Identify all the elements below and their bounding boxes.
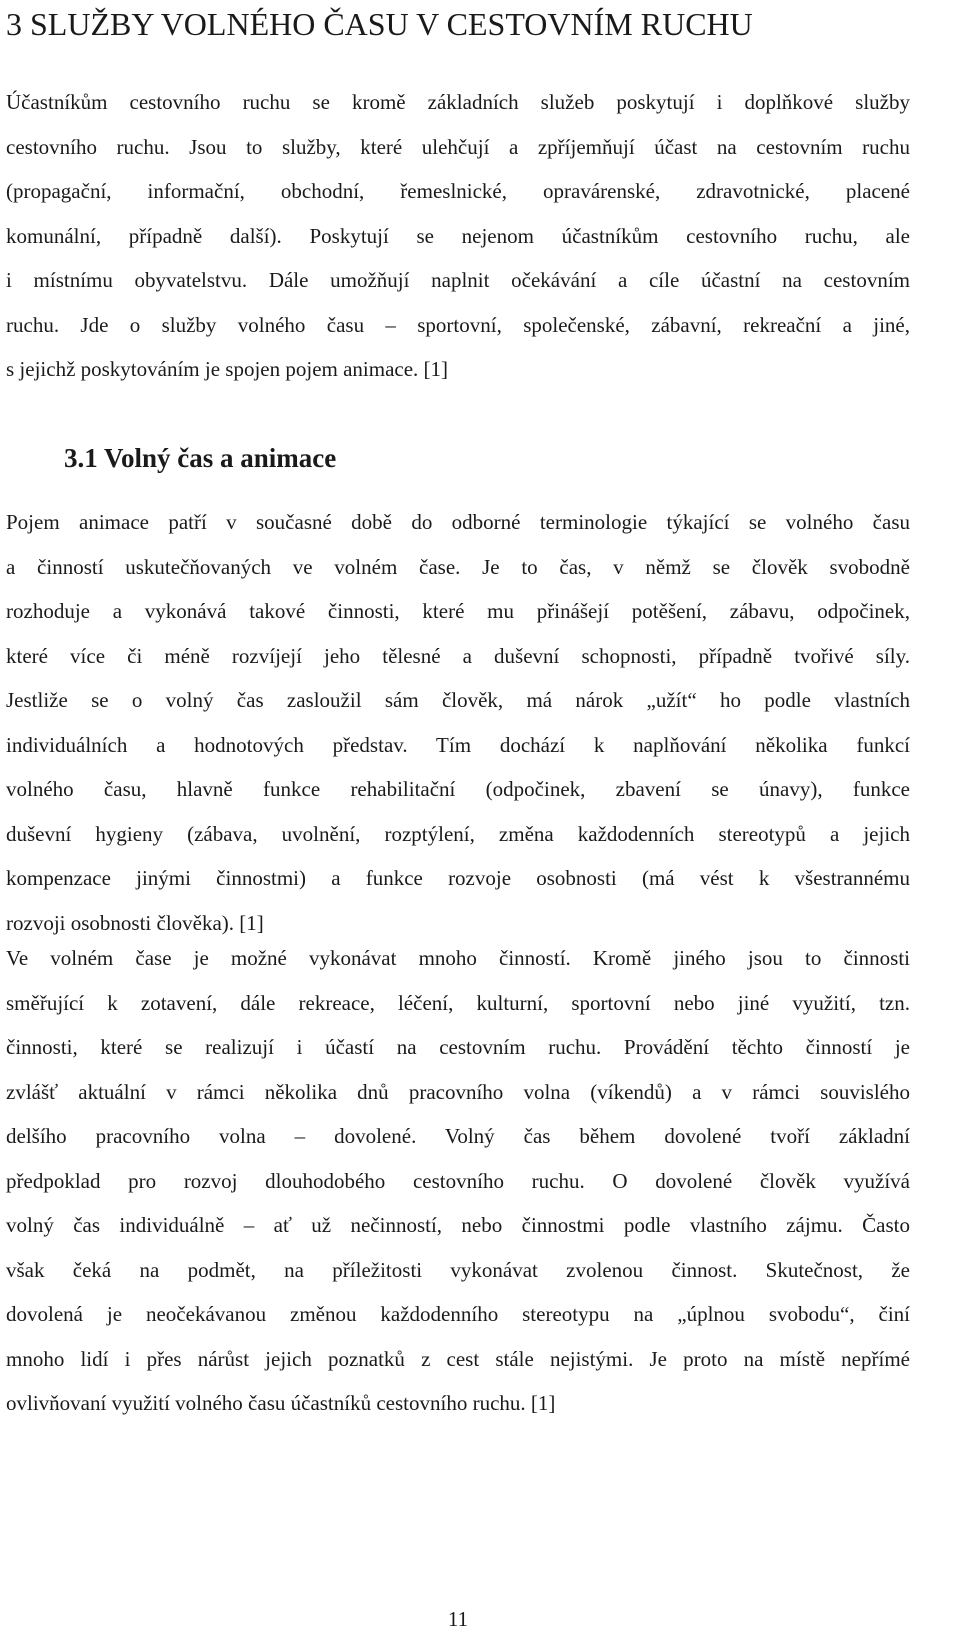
paragraph-line: dovolená je neočekávanou změnou každodenního stereotypu na „úplnou svobodu“, činí [6,1302,910,1326]
paragraph-line: s jejichž poskytováním je spojen pojem animace. [1] [6,357,449,381]
paragraph-line: ovlivňovaní využití volného času účastníků cestovního ruchu. [1] [6,1391,556,1415]
paragraph-line: volný čas individuálně – ať už nečinností, nebo činnostmi podle vlastního zájmu. Často [6,1213,910,1237]
paragraph-line: delšího pracovního volna – dovolené. Volný čas během dovolené tvoří základní [6,1124,910,1148]
paragraph-line: i místnímu obyvatelstvu. Dále umožňují naplnit očekávání a cíle účastní na cestovním [6,268,910,292]
paragraph-line: však čeká na podmět, na příležitosti vykonávat zvolenou činnost. Skutečnost, že [6,1257,910,1282]
section-paragraph-2 [6,936,910,1426]
paragraph-line: (propagační, informační, obchodní, řemeslnické, opravárenské, zdravotnické, placené [6,179,910,203]
paragraph-line: Ve volném čase je možné vykonávat mnoho činností. Kromě jiného jsou to činnosti [6,946,910,970]
paragraph-line: cestovního ruchu. Jsou to služby, které ulehčují a zpříjemňují účast na cestovním ruchu [6,134,910,159]
paragraph-line: rozvoji osobnosti člověka). [1] [6,910,264,935]
paragraph-line: předpoklad pro rozvoj dlouhodobého cestovního ruchu. O dovolené člověk využívá [6,1168,910,1193]
page-number: 11 [447,1607,469,1631]
paragraph-line: a činností uskutečňovaných ve volném čase. Je to čas, v němž se člověk svobodně [6,554,910,579]
paragraph-line: duševní hygieny (zábava, uvolnění, rozptýlení, změna každodenních stereotypů a jejich [6,821,910,846]
paragraph-line: zvlášť aktuální v rámci několika dnů pracovního volna (víkendů) a v rámci souvislého [6,1079,910,1104]
paragraph-line: rozhoduje a vykonává takové činnosti, které mu přinášejí potěšení, zábavu, odpočinek, [6,599,910,623]
paragraph-line: směřující k zotavení, dále rekreace, léčení, kulturní, sportovní nebo jiné využití, tzn. [6,990,910,1015]
paragraph-line: Účastníkům cestovního ruchu se kromě základních služeb poskytují i doplňkové služby [6,90,910,114]
paragraph-line: komunální, případně další). Poskytují se nejenom účastníkům cestovního ruchu, ale [6,223,910,248]
paragraph-line: individuálních a hodnotových představ. Tím dochází k naplňování několika funkcí [6,732,910,757]
paragraph-line: volného času, hlavně funkce rehabilitační (odpočinek, zbavení se únavy), funkce [6,777,910,801]
chapter-title: 3 SLUŽBY VOLNÉHO ČASU V CESTOVNÍM RUCHU [6,6,753,42]
section-title: 3.1 Volný čas a animace [64,443,337,473]
paragraph-line: ruchu. Jde o služby volného času – sportovní, společenské, zábavní, rekreační a jiné, [6,312,910,337]
paragraph-line: mnoho lidí i přes nárůst jejich poznatků z cest stále nejistými. Je proto na místě nepřímé [6,1346,910,1371]
paragraph-line: činnosti, které se realizují i účastí na cestovním ruchu. Provádění těchto činností je [6,1035,910,1059]
paragraph-line: Jestliže se o volný čas zasloužil sám člověk, má nárok „užít“ ho podle vlastních [6,688,910,712]
section-paragraph-1 [6,500,910,945]
paragraph-line: Pojem animace patří v současné době do odborné terminologie týkající se volného času [6,510,910,534]
intro-paragraph [6,80,910,392]
paragraph-line: které více či méně rozvíjejí jeho tělesné a duševní schopnosti, případně tvořivé síly. [6,643,910,668]
paragraph-line: kompenzace jinými činnostmi) a funkce rozvoje osobnosti (má vést k všestrannému [6,866,910,890]
